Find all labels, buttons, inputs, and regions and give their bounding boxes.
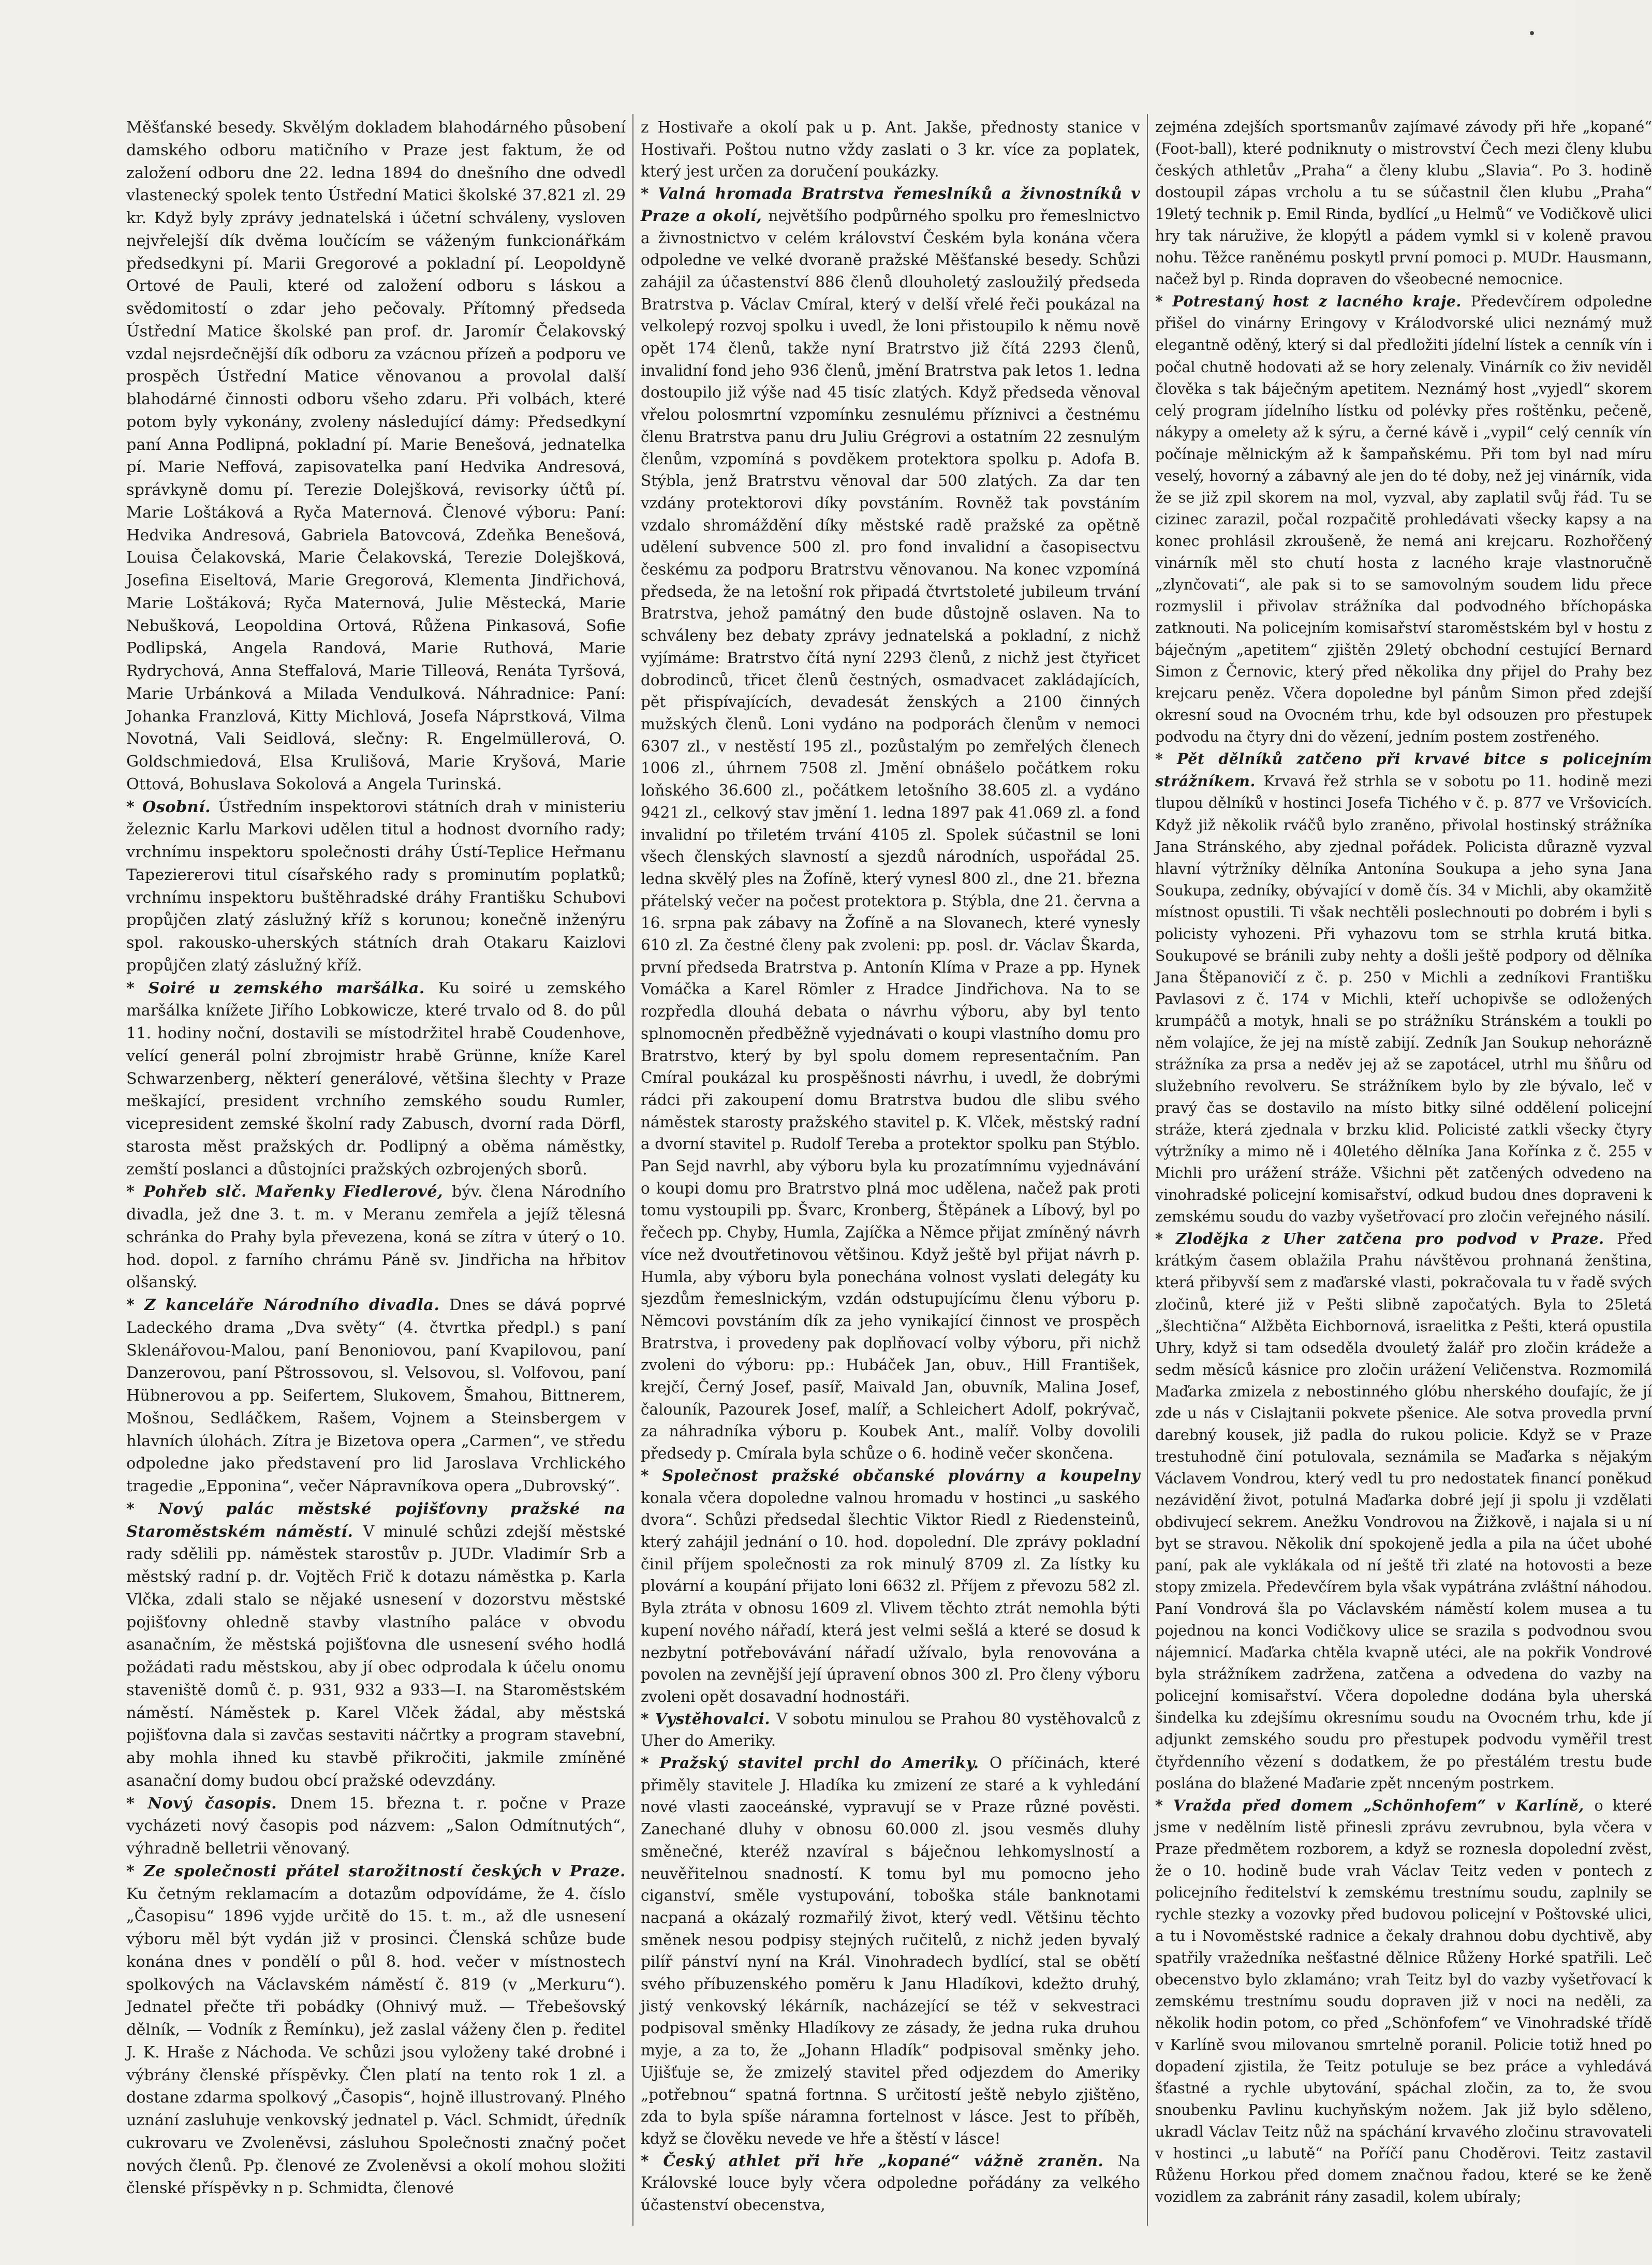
news-item-headline: * Nový časopis.	[126, 1794, 277, 1813]
edge-speck	[1530, 31, 1534, 35]
news-item-body: Ku soiré u zemského maršálka knížete Jiřího Lobkowicze, které trvalo od 8. do půl 11. hodiny noční, dostavili se místodržitel hrabě Coudenhove, velící generál polní zbrojmistr hrabě Grünne, kníže Karel Schwarzenberg, některí generálové, většina šlechty v Praze meškající, president vrchního zemského soudu Rumler, vicepresident zemské školní rady Zabusch, dvorní rada Dörfl, starosta měst pražských dr. Podlipný a oběma náměstky, zemští poslanci a důstojníci pražských ozbrojených sborů.	[126, 979, 626, 1179]
news-item	[1155, 116, 1652, 290]
news-item-headline: * Pohřeb slč. Mařenky Fiedlerové,	[126, 1183, 444, 1201]
news-item-body: V minulé schůzi zdejší městské rady sdělili pp. náměstek starostův p. JUDr. Vladimír Srb a městský radní p. dr. Vojtěch Frič k dotazu náměstka p. Karla Vlčka, zdali stalo se nějaké usnesení v dozorstvu městské pojišťovny ohledně stavby vlastního paláce v obvodu asanačním, že městská pojišťovna dle usnesení svého hodlá požádati radu městskou, aby jí obec odprodala k účelu onomu staveniště domů č. p. 931, 932 a 933—I. na Staroměstském náměstí. Náměstek p. Karel Vlček žádal, aby městská pojišťovna dala si zavčas sestaviti náčrtky a program stavební, aby mohla ihned ku stavbě přikročiti, jakmile zmíněné asanační domy budou obcí pražské odevzdány.	[126, 1522, 626, 1790]
news-item-headline: * Společnost pražské občanské plovárny a koupelny	[641, 1466, 1140, 1484]
text-column-1	[126, 116, 626, 2226]
news-item	[1155, 748, 1652, 1228]
column-rule-1	[632, 114, 633, 2226]
news-item-body: Předevčírem odpoledne přišel do vinárny Eringovy v Králodvorské ulici neznámý muž elegantně oděný, který si dal předložiti jídelní lístek a cenník vín i počal chutně hodovati až se hory zelenaly. Vinárník co živ neviděl člověka s tak báječným apetitem. Neznámý host „vyjedl“ skorem celý program jídelního lístku od polévky přes roštěnku, pečeně, nákypy a omelety až k sýru, a černé kávě i „vypil“ celý cenník vín počínaje mělnickým až k šampaňskému. Při tom byl nad míru veselý, hovorný a zábavný ale jen do té doby, než jej vinárník, vida že se již zpil skorem na mol, vyzval, aby zaplatil svůj řád. Tu se cizinec zarazil, počal rozpačitě prohledávati všecky kapsy a na konec prohlásil zkroušeně, že nemá ani krejcaru. Rozhořčený vinárník měl sto chutí hosta z lacného kraje vlastnoručně „zlynčovati“, ale pak si to se samovolným soudem lidu přece rozmyslil i přivolav strážníka dal podvodného bříchopáska zatknouti. Na policejním komisařství staroměstském byl v hostu z báječným „apetitem“ zjištěn 29letý obchodní cestující Bernard Simon z Černovic, který před několika dny přijel do Prahy bez krejcaru peněz. Včera dopoledne byl pánům Simon před zdejší okresní soud na Ovocném trhu, kde byl odsouzen pro přestupek podvodu na čtyry dni do vězení, jedním postem zostřeného.	[1155, 293, 1652, 746]
news-item-body: Krvavá řež strhla se v sobotu po 11. hodině mezi tlupou dělníků v hostinci Josefa Tichého v č. p. 877 ve Vršovicích. Když již několik rváčů bylo zraněno, přivolal hostinský strážníka Jana Stránského, aby zjednal pořádek. Policista důrazně vyzval hlavní výtržníky dělníka Antonína Soukupa a jeho syna Jana Soukupa, zedníky, obývající v domě čís. 34 v Michli, aby okamžitě místnost opustili. Ti však nechtěli poslechnouti po dobrém i byli s policisty vyhozeni. Při vyhazovu tom se strhla krutá bitka. Soukupové se bránili zuby nehty a došli ještě podpory od dělníka Jana Štěpanovičí z č. p. 250 v Michli a zedníkovi Františku Pavlasovi z č. 174 v Michli, kteří uchopivše se odložených krumpáčů a motyk, hnali se po strážníku Stránském a toukli po něm volajíce, že jej na místě zabijí. Zedník Jan Soukup nehorázně strážníka za prsa a neděv jej až se zapotácel, utrhl mu šňůru od služebního revolveru. Se strážníkem bylo by zle bývalo, leč v pravý čas se dostavilo na místo bitky silné oddělení policejní stráže, která zjednala v brzku klid. Policisté zatkli všecky čtyry výtržníky a mimo ně i 40letého dělníka Jana Kořínka z č. 255 v Michli pro urážení stráže. Všichni pět zatčených odvedeno na vinohradské policejní komisařství, odkud budou dnes dopraveni k zemskému soudu do vazby vyšetřovací pro zločin veřejného násilí.	[1155, 773, 1652, 1226]
news-item	[126, 796, 626, 977]
news-item-headline: * Z kanceláře Národního divadla.	[126, 1296, 440, 1314]
news-item	[641, 116, 1140, 183]
news-item	[641, 2150, 1140, 2216]
news-item	[126, 1860, 626, 2200]
news-item-body: Dnem 15. března t. r. počne v Praze vycházeti nový časopis pod názvem: „Salon Odmítnutých“, výhradně belletrii věnovaný.	[126, 1794, 626, 1858]
news-item-body: o které jsme v nedělním listě přinesli zprávu zevrubnou, byla včera v Praze předmětem rozborem, a když se roznesla dopolední zvěst, že o 10. hodině bude vrah Václav Teitz veden v pontech z policejního ředitelství k zemskému trestnímu soudu, zaplnily se rychle stezky a vozovky před budovou policejní v Poštovské ulici, a tu i Novoměstské radnice a čekaly drahnou dobu dychtivě, aby spatřily vražedníka nešťastné dělnice Růženy Horké spatřili. Leč obecenstvo bylo zklamáno; vrah Teitz byl do vazby vyšetřovací k zemskému trestnímu soudu dopraven již v noci na neděli, za několik hodin potom, co před „Schönfofem“ ve Vinohradské třídě v Karlíně svou milovanou smrtelně poranil. Policie totiž hned po dopadení zjistila, že Teitz potuluje se bez práce a vyhledává šťastné a rychle ubytování, spáchal zločin, za to, že svou snoubenku Pavlinu kuchyňským nožem. Jak již bylo sděleno, ukradl Václav Teitz nůž na spáchání krvavého zločinu stravovateli v hostinci „u labutě“ na Poříčí panu Choděrovi. Teitz zastavil Růženu Horkou před domem značnou řadou, které se ke ženě vozidlem za zabránit rány zasadil, kolem ubíraly;	[1155, 1797, 1652, 2206]
news-item	[641, 183, 1140, 1465]
news-item-headline: * Vystěhovalci.	[641, 1709, 771, 1728]
news-item	[1155, 1228, 1652, 1794]
news-item-headline: * Nový palác městské pojišťovny pražské na Staroměstském náměstí.	[126, 1499, 626, 1541]
news-item-body: Na Královské louce byly včera odpoledne pořádány za velkého účastenství obecenstva,	[641, 2152, 1140, 2214]
news-item-headline: * Zlodějka z Uher zatčena pro podvod v Praze.	[1155, 1230, 1604, 1248]
news-item	[126, 1498, 626, 1792]
news-item	[1155, 1795, 1652, 2209]
news-item-headline: * Pražský stavitel prchl do Ameriky.	[641, 1754, 979, 1772]
news-item	[126, 1181, 626, 1294]
news-item-body: Ku četným reklamacím a dotazům odpovídáme, že 4. číslo „Časopisu“ 1896 vyjde určitě do 15. t. m., až dle usnesení výboru měl být vydán již v prosinci. Členská schůze bude konána dnes v pondělí o půl 8. hod. večer v místnostech spolkových na Václavském náměstí č. 819 (v „Merkuru“). Jednatel přečte tři pobádky (Ohnivý muž. — Třebešovský dělník, — Vodník z Řemínku), jež zaslal váženy člen p. ředitel J. K. Hraše z Náchoda. Ve schůzi jsou vyloženy také drobné i výbrány členské příspěvky. Člen platí na tento rok 1 zl. a dostane zdarma spolkový „Časopis“, hojně illustrovaný. Plného uznání zasluhuje venkovský jednatel p. Václ. Schmidt, úředník cukrovaru ve Zvoleněvsi, zásluhou Společnosti značný počet nových členů. Pp. členové ze Zvoleněvsi a okolí mohou složiti členské příspěvky n p. Schmidta, členové	[126, 1885, 626, 2198]
news-item-headline: * Český athlet při hře „kopané“ vážně zraněn.	[641, 2151, 1104, 2170]
news-item	[126, 1294, 626, 1498]
text-column-3	[1155, 116, 1652, 2226]
news-item	[641, 1752, 1140, 2150]
news-item-body: V sobotu minulou se Prahou 80 vystěhovalců z Uher do Ameriky.	[641, 1710, 1140, 1750]
news-item-body: Měšťanské besedy. Skvělým dokladem blahodárného působení damského odboru matičního v Praze jest faktum, že od založení odboru dne 22. ledna 1894 do dnešního dne odvedl vlastenecký spolek tento Ústřední Matici školské 37.821 zl. 29 kr. Když byly zprávy jednatelská i účetní schváleny, vysloven nejvřelejší dík dvěma loučícím se váženým funkcionářkám předsedkyni pí. Marii Gregorové a pokladní pí. Leopoldyně Ortové de Pauli, které od založení odboru s láskou a svědomitostí o zdar jeho pečovaly. Přítomný předseda Ústřední Matice školské pan prof. dr. Jaromír Čelakovský vzdal nejsrdečnější dík odboru za vzácnou přízeň a podporu ve prospěch Ústřední Matice věnovanou a provolal další blahodárné činnosti odboru všeho zdaru. Při volbách, které potom byly vykonány, zvoleny následující dámy: Předsedkyní paní Anna Podlipná, pokladní pí. Marie Benešová, jednatelka pí. Marie Neffová, zapisovatelka paní Hedvika Andresová, správkyně domu pí. Terezie Dolejšková, revisorky účtů pí. Marie Loštáková a Ryča Maternová. Členové výboru: Paní: Hedvika Andresová, Gabriela Batovcová, Zdeňka Benešová, Louisa Čelakovská, Marie Čelakovská, Terezie Dolejšková, Josefina Eiseltová, Marie Gregorová, Klementa Jindřichová, Marie Loštáková; Ryča Maternová, Julie Městecká, Marie Nebušková, Leopoldina Ortová, Růžena Pinkasová, Sofie Podlipská, Angela Randová, Marie Ruthová, Marie Rydrychová, Anna Steffalová, Marie Tilleová, Renáta Tyršová, Marie Urbánková a Milada Vendulková. Náhradnice: Paní: Johanka Franzlová, Kitty Michlová, Josefa Náprstková, Vilma Novotná, Vali Seidlová, slečny: R. Engelmüllerová, O. Goldschmiedová, Elsa Krulišová, Marie Kryšová, Marie Ottová, Bohuslava Sokolová a Angela Turinská.	[126, 119, 626, 793]
news-item-body: konala včera dopoledne valnou hromadu v hostinci „u saského dvora“. Schůzi předsedal šlechtic Viktor Riedl z Riedensteinů, který zahájil jednání o 10. hod. dopolední. Dle zprávy pokladní činil příjem společnosti za rok minulý 8709 zl. Za lístky ku plovární a koupání přijato loni 6632 zl. Příjem z převozu 582 zl. Byla ztráta v obnosu 1609 zl. Vlivem těchto ztrát nemohla býti kupení nového nářadí, která jest velmi sešlá a které se dosud k nezbytní potřebovávání nářadí užívalo, byla renovována a povolen na zevnější její úpravení obnos 300 zl. Pro členy výboru zvoleni opět dosavadní hodnostáři.	[641, 1489, 1140, 1705]
news-item-body: z Hostivaře a okolí pak u p. Ant. Jakše, přednosty stanice v Hostivaři. Poštou nutno vždy zaslati o 3 kr. více za poplatek, který jest určen za doručení poukázky.	[641, 119, 1140, 181]
news-item-body: Před krátkým časem oblažila Prahu návštěvou prohnaná ženština, která přibyvší sem z maďarské vlasti, pokračovala tu v řadě svých zločinů, které již v Pešti slibně započatých. Byla to 25letá „šlechtična“ Alžběta Eichbornová, israelitka z Pešti, která opustila Uhry, když si tam odseděla dvouletý žalář pro zločin krádeže a sedm měsíců kásnice pro zločin urážení Veličenstva. Rozmomilá Maďarka zmizela z nebostinného glóbu nherského doufajíc, že jí zde u nás v Cislajtanii pokvete pšenice. Ale sotva provedla první darebný kousek, již padla do rukou policie. Když se v Praze trestuhodně činí potulovala, seznámila se Maďarka s nějakým Václavem Vondrou, který vedl tu pro nedostatek financí poněkud nezávidění život, potulná Maďarka dobré její ji spolu ji vzdělati obdivujecí sekrem. Anežku Vondrovou na Žižkově, i najala si u ní byt se stravou. Několik dní spokojeně jedla a pila na účet ubohé paní, pak ale vyklákala od ní ještě tři zlaté na hotovosti a beze stopy zmizela. Předevčírem byla však vypátrána zvláštní náhodou. Paní Vondrová šla po Václavském náměstí kolem musea a tu pojednou na konci Vodičkovy ulice se srazila s podvodnou svou nájemnicí. Maďarka chtěla kvapně utéci, ale na pokřik Vondrové byla strážníkem zadržena, zatčena a odvedena do vazby na policejní komisařství. Včera dopoledne dodána byla uherská šindelka ku zdejšímu okresnímu soudu na Ovocném trhu, kde jí adjunkt zemského soudu pro přestupek podvodu vyměřil trest čtyřdenního vězení s dodatkem, že po přestálém trestu bude poslána do blažené Maďarie zpět nnceným postrkem.	[1155, 1230, 1652, 1792]
text-column-2	[641, 116, 1140, 2226]
news-item-body: Dnes se dává poprvé Ladeckého drama „Dva světy“ (4. čtvrtka předpl.) s paní Sklenářovou-Malou, paní Benoniovou, paní Kvapilovou, paní Danzerovou, paní Pštrossovou, sl. Velsovou, sl. Volfovou, paní Hübnerovou a pp. Seifertem, Slukovem, Šmahou, Bittnerem, Mošnou, Sedláčkem, Rašem, Vojnem a Steinsbergem v hlavních úlohách. Zítra je Bizetova opera „Carmen“, ve středu odpoledne jako představení pro lid Jaroslava Vrchlického tragedie „Epponina“, večer Nápravníkova opera „Dubrovský“.	[126, 1296, 626, 1495]
news-item	[641, 1465, 1140, 1708]
news-item-body: největšího podpůrného spolku pro řemeslnictvo a živnostnictvo v celém království Českém byla konána včera odpoledne ve velké dvoraně pražské Měšťanské besedy. Schůzi zahájil za účastenství 886 členů dlouholetý zasloužilý předseda Bratrstva p. Václav Cmíral, který v delší vřelé řeči poukázal na velkolepý rozvoj spolku i uvedl, že loni přistoupilo k němu nově opět 174 členů, takže nyní Bratrstvo již čítá 2293 členů, invalidní fond jeho 936 členů, jmění Bratrstva pak letos 1. ledna dostoupilo již výše nad 45 tisíc zlatých. Když předseda věnoval vřelou polosmrtní vzpomínku zesnulému příznivci a čestnému členu Bratrstva panu dru Juliu Grégrovi a ostatním 22 zesnulým členům, vzpomíná s povděkem protektora spolku p. Adofa B. Stýbla, jenž Bratrstvu věnoval dar 500 zlatých. Za dar ten vzdány protektorovi díky povstáním. Rovněž tak povstáním vzdalo shromáždění díky městské radě pražské za opětně udělení subvence 500 zl. pro fond invalidní a časopisectvu českému za podporu Bratrstvu věnovanou. Na konec vzpomíná předseda, že na letošní rok připadá čtvrtstoleté jubileum trvání Bratrstva, jehož památný den bude důstojně oslaven. Na to schváleny bez debaty zprávy jednatelská a pokladní, z nichž vyjímáme: Bratrstvo čítá nyní 2293 členů, z nichž jest čtyřicet dobrodinců, třicet členů čestných, osmadvacet zakládajících, pět přispívajících, devadesát ženských a 2100 činných mužských členů. Loni vydáno na podporách členům v nemoci 6307 zl., v nestěstí 195 zl., pozůstalým po zemřelých členech 1006 zl., úhrnem 7508 zl. Jmění obnášelo počátkem roku loňského 36.600 zl., počátkem letošního 38.605 zl. a vydáno 9421 zl., celkový stav jmění 1. ledna 1897 pak 41.069 zl. a fond invalidní po třiletém trvání 4105 zl. Spolek súčastnil se loni všech členských slavností a sjezdů národních, uspořádal 25. ledna skvělý ples na Žofíně, který vynesl 800 zl., dne 21. března přátelský večer na počest protektora p. Stýbla, dne 21. června a 16. srpna pak zábavy na Žofíně a na Slovanech, které vynesly 610 zl. Za čestné členy pak zvoleni: pp. posl. dr. Václav Škarda, první předseda Bratrstva p. Antonín Klíma v Praze a pp. Hynek Vomáčka a Karel Römler z Hradce Jindřichova. Na to se rozpředla dlouhá debata o návrhu výboru, aby byl tento splnomocněn předběžně vyjednávati o koupi vlastního domu pro Bratrstvo, který by byl spolu domem representačním. Pan Cmíral poukázal ku prospěšnosti návrhu, i uvedl, že dobrými rádci při zakoupení domu Bratrstva budou dle slibu svého náměstek starosty pražského stavitel p. K. Vlček, městský radní a dvorní stavitel p. Rudolf Tereba a protektor spolku pan Stýblo. Pan Sejd navrhl, aby výboru byla ku prozatímnímu vyjednávání o koupi domu pro Bratrstvo plná moc udělena, načež pak proti tomu vystoupili pp. Švarc, Kronberg, Štěpánek a Líbový, byl po řečech pp. Chyby, Humla, Zajíčka a Němce přijat zmíněný návrh více než dvoutřetinovou většinou. Když ještě byl přijat návrh p. Humla, aby výboru byla ponechána volnost vyslati delegáty ku sjezdům řemeslnickým, vzdán odstupujícímu členu výboru p. Němcovi povstáním dík za jeho vynikající činnost ve prospěch Bratrstva, i provedeny pak doplňovací volby výboru, při nichž zvoleni do výboru: pp.: Hubáček Jan, obuv., Hill František, krejčí, Černý Josef, pasíř, Maivald Jan, obuvník, Malina Josef, čalouník, Pazourek Josef, malíř, a Schleichert Adolf, pokrývač, za náhradníka výboru p. Koubek Ant., malíř. Volby dovolili předsedy p. Cmírala byla schůze o 6. hodině večer skončena.	[641, 207, 1140, 1463]
news-item	[126, 1792, 626, 1860]
news-item	[1155, 290, 1652, 748]
news-item-headline: * Vražda před domem „Schönhofem“ v Karlíně,	[1155, 1796, 1584, 1814]
news-item-body: O příčinách, které přiměly stavitele J. Hladíka ku zmizení ze staré a k vyhledání nové vlasti zaoceánské, vypravují se v Praze různé pověsti. Zanechané dluhy v obnosu 60.000 zl. jsou vesměs dluhy směnečné, kteréž nzavíral s báječnou lehkomyslností a neuvěřitelnou snadností. K tomu byl mu pomocno jeho ciganství, směle vystupování, toboška stále banknotami nacpaná a okázalý rozmařilý život, který vedl. Většinu těchto směnek nesou podpisy stejných ručitelů, z nichž jeden byvalý pilíř pánství nyní na Král. Vinohradech bydlící, stal se obětí svého příbuzenského poměru k Janu Hladíkovi, kdežto druhý, jistý venkovský lékárník, nacházející se též v sekvestraci podpisoval směnky Hladíkovy ze zásady, že jedna ruka druhou myje, a za to, že „Johann Hladík“ podpisoval směnky jeho. Ujišťuje se, že zmizelý stavitel před odjezdem do Ameriky „potřebnou“ spatná fortnna. S určitostí ještě nebylo zjištěno, zda to byla spíše náramna fortelnost v lásce. Jest to příběh, když se člověku nevede ve hře a štěstí v lásce!	[641, 1754, 1140, 2148]
news-item-headline: * Pět dělníků zatčeno při krvavé bitce s policejním strážníkem.	[1155, 750, 1652, 790]
news-item-body: Ústředním inspektorovi státních drah v ministeriu železnic Karlu Markovi udělen titul a hodnost dvorního rady; vrchnímu inspektoru společnosti dráhy Ústí-Teplice Heřmanu Tapeziererovi titul císařského rady s prominutím poplatků; vrchnímu inspektoru buštěhradské dráhy Františku Schubovi propůjčen zlatý záslužný kříž s korunou; konečně inženýru spol. rakousko-uherských státních drah Otakaru Kaizlovi propůjčen zlatý záslužný kříž.	[126, 798, 626, 975]
news-item-body: zejména zdejších sportsmanův zajímavé závody při hře „kopané“ (Foot-ball), které podniknuty o mistrovství Čech mezi členy klubu českých athletův „Praha“ a členy klubu „Slavia“. Po 3. hodině dostoupil zápas vrcholu a tu se súčastnil člen klubu „Praha“ 19letý technik p. Emil Rinda, bydlící „u Helmů“ ve Vodičkově ulici hry tak náružive, že klopýtl a pádem vymkl si v koleně pravou nohu. Těžce raněnému poskytl první pomoci p. MUDr. Hausmann, načež byl p. Rinda dopraven do všeobecné nemocnice.	[1155, 119, 1652, 288]
column-rule-2	[1147, 114, 1148, 2226]
news-item	[641, 1708, 1140, 1752]
news-item-headline: * Osobní.	[126, 798, 211, 816]
news-item-headline: * Valná hromada Bratrstva řemeslníků a živnostníků v Praze a okolí,	[641, 184, 1140, 225]
news-item-headline: * Potrestaný host z lacného kraje.	[1155, 292, 1462, 311]
news-item-headline: * Soiré u zemského maršálka.	[126, 979, 425, 997]
news-item-headline: * Ze společnosti přátel starožitností českých v Praze.	[126, 1862, 626, 1880]
news-item	[126, 116, 626, 796]
news-item-body: býv. člena Národního divadla, jež dne 3. t. m. v Meranu zemřela a jejíž tělesná schránka do Prahy byla převezena, koná se zítra v úterý o 10. hod. dopol. z farního chrámu Páně sv. Jindřicha na hřbitov olšanský.	[126, 1183, 626, 1292]
news-item	[126, 977, 626, 1181]
